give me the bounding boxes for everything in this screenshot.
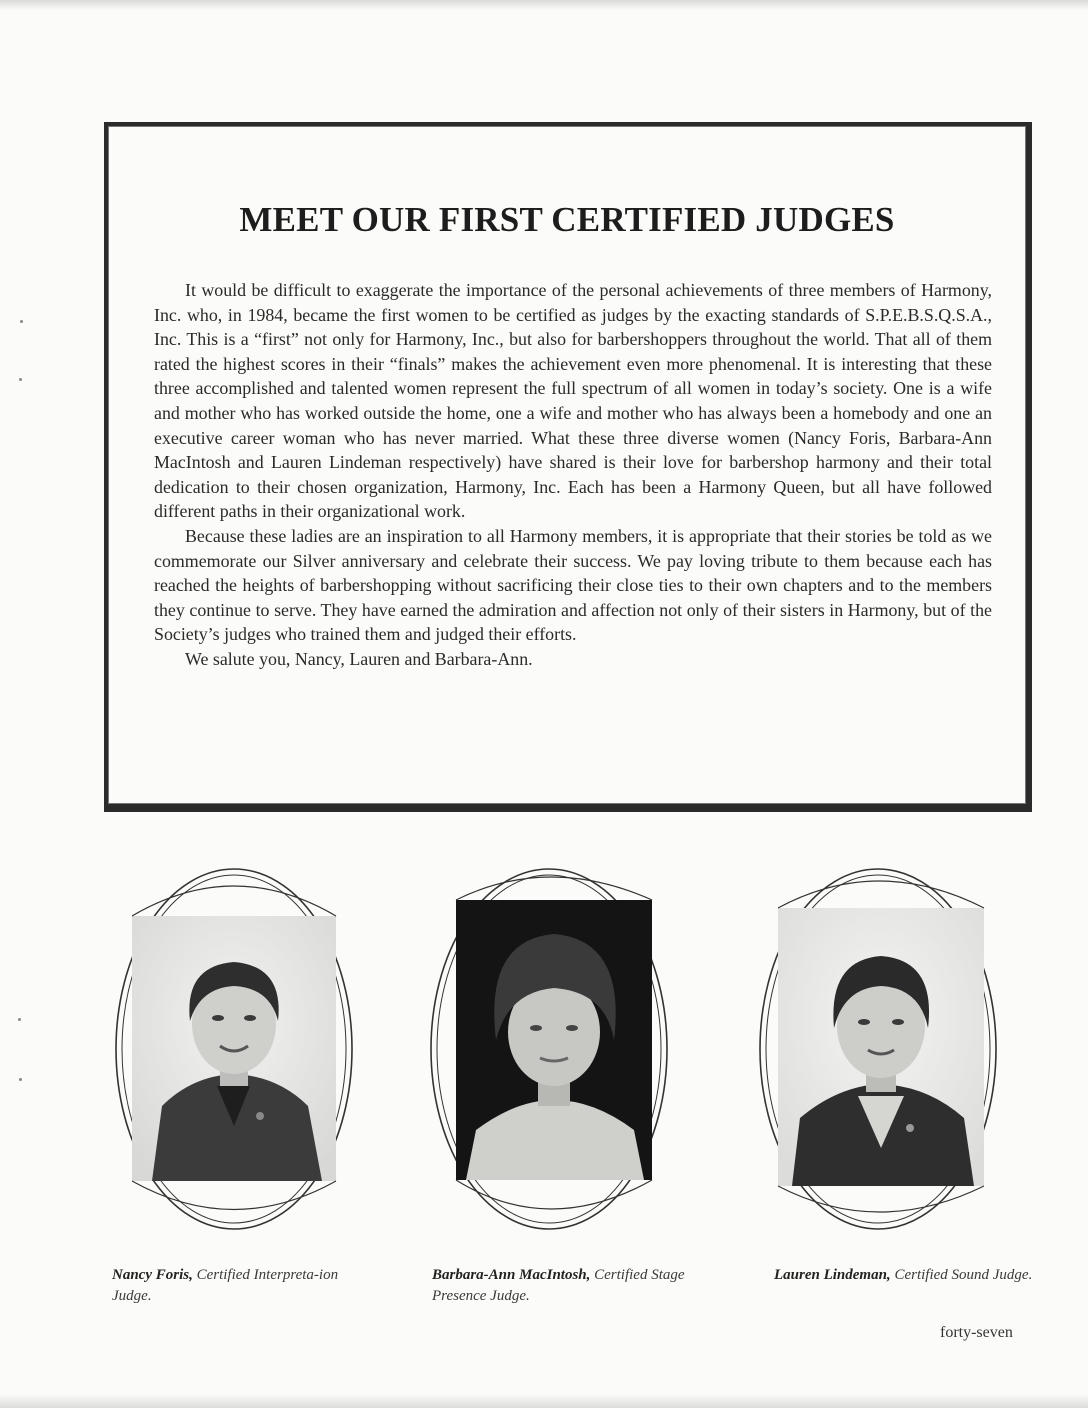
scan-speck [18, 1018, 21, 1021]
page-number: forty-seven [940, 1324, 1013, 1341]
caption-name: Lauren Lindeman, [774, 1267, 891, 1283]
portrait-frame-nancy-foris [113, 866, 355, 1232]
frame-scrollwork [757, 866, 999, 1232]
caption-role: Certified Interpreta-ion Judge. [112, 1267, 339, 1304]
article-paragraph: Because these ladies are an inspiration to all Harmony members, it is appropriate that their stories be told as we commemorate our Silver anniversary and celebrate their success. We pay loving tribute to them because each has reached the heights of barbershopping without sacrificing their close ties to their own chapters and to the members they continue to serve. They have earned the admiration and affection not only of their sisters in Harmony, but of the Society’s judges who trained them and judged their efforts. [154, 525, 992, 645]
frame-scrollwork [113, 866, 355, 1232]
caption-role: Certified Sound Judge. [890, 1267, 1033, 1283]
scan-speck [19, 1078, 22, 1081]
caption-lauren-lindeman [774, 1265, 1034, 1286]
page-top-edge [0, 0, 1088, 10]
article-paragraph: We salute you, Nancy, Lauren and Barbara-Ann. [185, 648, 533, 669]
article-body [154, 278, 992, 672]
portrait-frame-barbara-ann-macintosh [428, 866, 670, 1232]
page-bottom-edge [0, 1394, 1088, 1408]
caption-name: Barbara-Ann MacIntosh, [432, 1267, 591, 1283]
caption-role: Certified Stage Presence Judge. [432, 1267, 685, 1304]
caption-name: Nancy Foris, [112, 1267, 193, 1283]
article-box [104, 122, 1032, 812]
scan-speck [19, 378, 22, 381]
frame-scrollwork [428, 866, 670, 1232]
scan-speck [20, 320, 23, 323]
caption-barbara-ann-macintosh [432, 1265, 692, 1307]
article-title: MEET OUR FIRST CERTIFIED JUDGES [239, 200, 895, 239]
article-paragraph: It would be difficult to exaggerate the importance of the personal achievements of three members of Harmony, Inc. who, in 1984, became the first women to be certified as judges by the exacting standards of S.P.E.B.S.Q.S.A., Inc. This is a “first” not only for Harmony, Inc., but also for barbershoppers throughout the world. That all of them rated the highest scores in their “finals” makes the achievement even more phenomenal. It is interesting that these three accomplished and talented women represent the full spectrum of all women in today’s society. One is a wife and mother who has worked outside the home, one a wife and mother who has always been a homebody and one an executive career woman who has never married. What these three diverse women (Nancy Foris, Barbara-Ann MacIntosh and Lauren Lindeman respectively) have shared is their love for barbershop harmony and their total dedication to their chosen organization, Harmony, Inc. Each has been a Harmony Queen, but all have followed different paths in their organizational work. [154, 280, 992, 522]
caption-nancy-foris [112, 1265, 372, 1307]
portrait-frame-lauren-lindeman [757, 866, 999, 1232]
